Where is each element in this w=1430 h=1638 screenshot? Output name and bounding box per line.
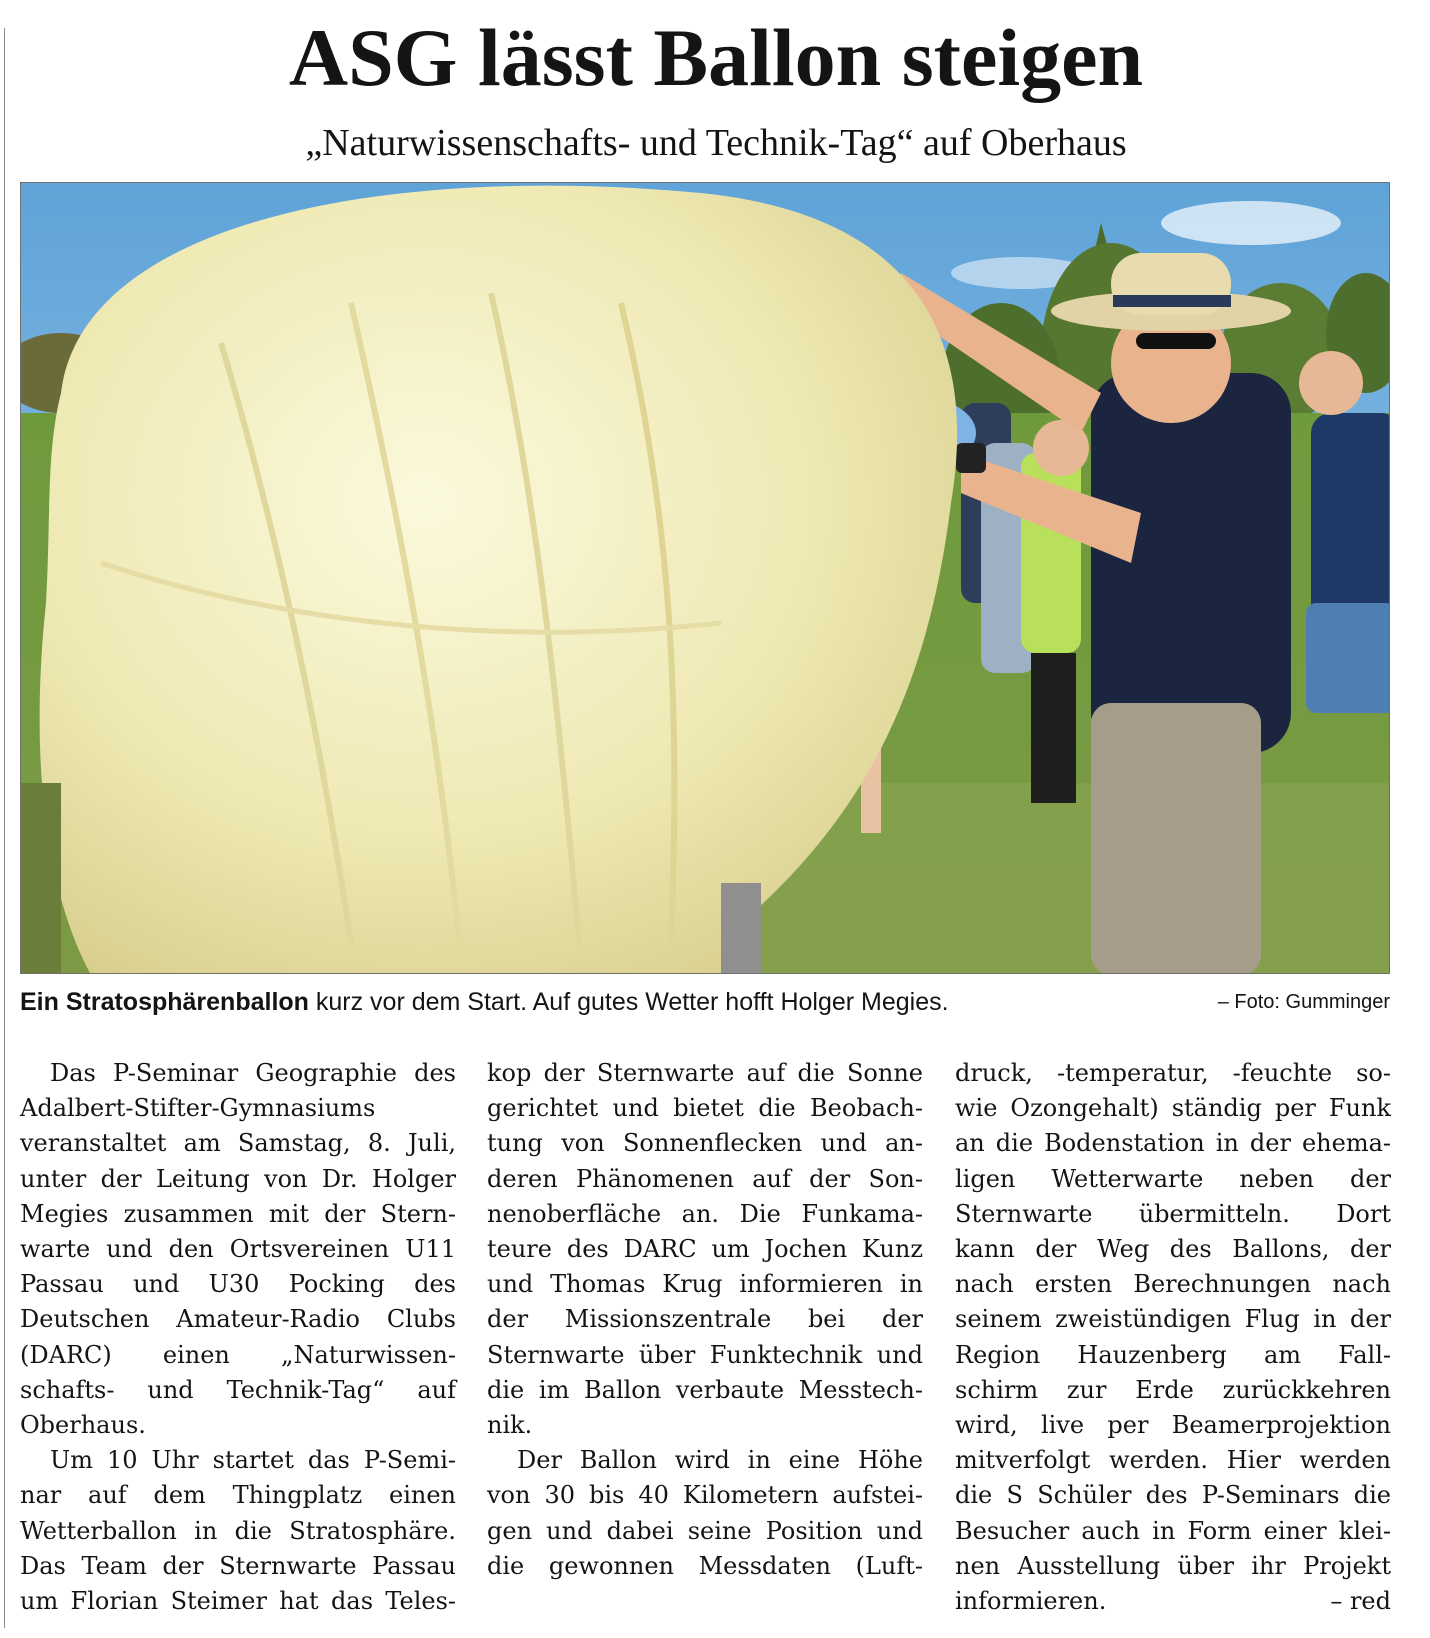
text-line: Oberhaus.: [20, 1411, 146, 1440]
text-line: Sternwarte über Funktechnik und: [487, 1340, 923, 1369]
text-line: Sternwarte übermitteln. Dort: [955, 1199, 1391, 1228]
text-line: kop der Sternwarte auf die Sonne: [487, 1059, 923, 1087]
final-line-text: informieren.: [955, 1587, 1107, 1616]
author-signature: – red: [1330, 1587, 1391, 1616]
article-column-2: [487, 1056, 923, 1584]
text-line: nach ersten Berechnungen nach: [955, 1270, 1391, 1299]
text-line: Wetterballon in die Stratosphäre.: [20, 1516, 456, 1545]
text-line: an die Bodenstation in der ehema-: [955, 1129, 1391, 1158]
text-line: ligen Wetterwarte neben der: [955, 1164, 1391, 1193]
text-line: um Florian Steimer hat das Teles-: [20, 1587, 456, 1616]
caption-text: kurz vor dem Start. Auf gutes Wetter hofft Holger Megies.: [308, 988, 949, 1016]
text-line: wie Ozongehalt) ständig per Funk: [955, 1094, 1391, 1123]
subheadline: „Naturwissenschafts- und Technik-Tag“ auf Oberhaus: [305, 122, 1127, 164]
text-line: gen und dabei seine Position und: [487, 1516, 923, 1545]
text-line: Region Hauzenberg am Fall-: [955, 1340, 1391, 1369]
text-line: Besucher auch in Form einer klei-: [955, 1516, 1391, 1545]
text-line: und Thomas Krug informieren in: [487, 1270, 923, 1299]
text-line: kann der Weg des Ballons, der: [955, 1235, 1391, 1264]
text-line: [955, 1584, 1391, 1619]
text-line: wird, live per Beamerprojektion: [955, 1411, 1391, 1440]
article-column-3: [955, 1056, 1391, 1619]
headline: ASG lässt Ballon steigen: [288, 12, 1144, 103]
text-line: Das P-Seminar Geographie des: [50, 1059, 456, 1087]
text-line: die gewonnen Messdaten (Luft-: [487, 1551, 923, 1580]
text-line: teure des DARC um Jochen Kunz: [487, 1235, 923, 1264]
text-line: gerichtet und bietet die Beobach-: [487, 1094, 923, 1123]
text-line: der Missionszentrale bei der: [487, 1305, 923, 1334]
text-line: unter der Leitung von Dr. Holger: [20, 1164, 456, 1193]
text-line: deren Phänomenen auf der Son-: [487, 1164, 923, 1193]
caption-lead: Ein Stratosphärenballon: [20, 988, 309, 1016]
text-line: nenoberfläche an. Die Funkama-: [487, 1199, 923, 1228]
text-line: die im Ballon verbaute Messtech-: [487, 1375, 923, 1404]
text-line: Der Ballon wird in eine Höhe: [517, 1446, 923, 1475]
text-line: nar auf dem Thingplatz einen: [20, 1481, 456, 1510]
text-line: von 30 bis 40 Kilometern aufstei-: [487, 1481, 923, 1510]
photo-caption: [20, 984, 1390, 1020]
text-line: warte und den Ortsvereinen U11: [20, 1235, 456, 1264]
text-line: veranstaltet am Samstag, 8. Juli,: [20, 1129, 456, 1158]
text-line: Um 10 Uhr startet das P-Semi-: [50, 1446, 456, 1475]
text-line: nik.: [487, 1411, 533, 1440]
text-line: schafts- und Technik-Tag“ auf: [20, 1375, 456, 1404]
photo-credit: – Foto: Gumminger: [1217, 991, 1390, 1013]
text-line: nen Ausstellung über ihr Projekt: [955, 1551, 1391, 1580]
text-line: seinem zweistündigen Flug in der: [955, 1305, 1391, 1334]
text-line: Das Team der Sternwarte Passau: [20, 1551, 456, 1580]
text-line: mitverfolgt werden. Hier werden: [955, 1446, 1391, 1475]
text-line: Adalbert-Stifter-Gymnasiums: [20, 1094, 376, 1123]
text-line: tung von Sonnenflecken und an-: [487, 1129, 923, 1158]
text-line: die S Schüler des P-Seminars die: [955, 1481, 1391, 1510]
text-line: Deutschen Amateur-Radio Clubs: [20, 1305, 456, 1334]
article-photo: [20, 182, 1390, 974]
text-line: druck, -temperatur, -feuchte so-: [955, 1059, 1391, 1087]
text-line: Megies zusammen mit der Stern-: [20, 1199, 456, 1228]
left-column-rule: [4, 28, 5, 1628]
text-line: (DARC) einen „Naturwissen-: [20, 1340, 456, 1369]
article-column-1: [20, 1056, 456, 1619]
text-line: schirm zur Erde zurückkehren: [955, 1375, 1391, 1404]
text-line: Passau und U30 Pocking des: [20, 1270, 456, 1299]
